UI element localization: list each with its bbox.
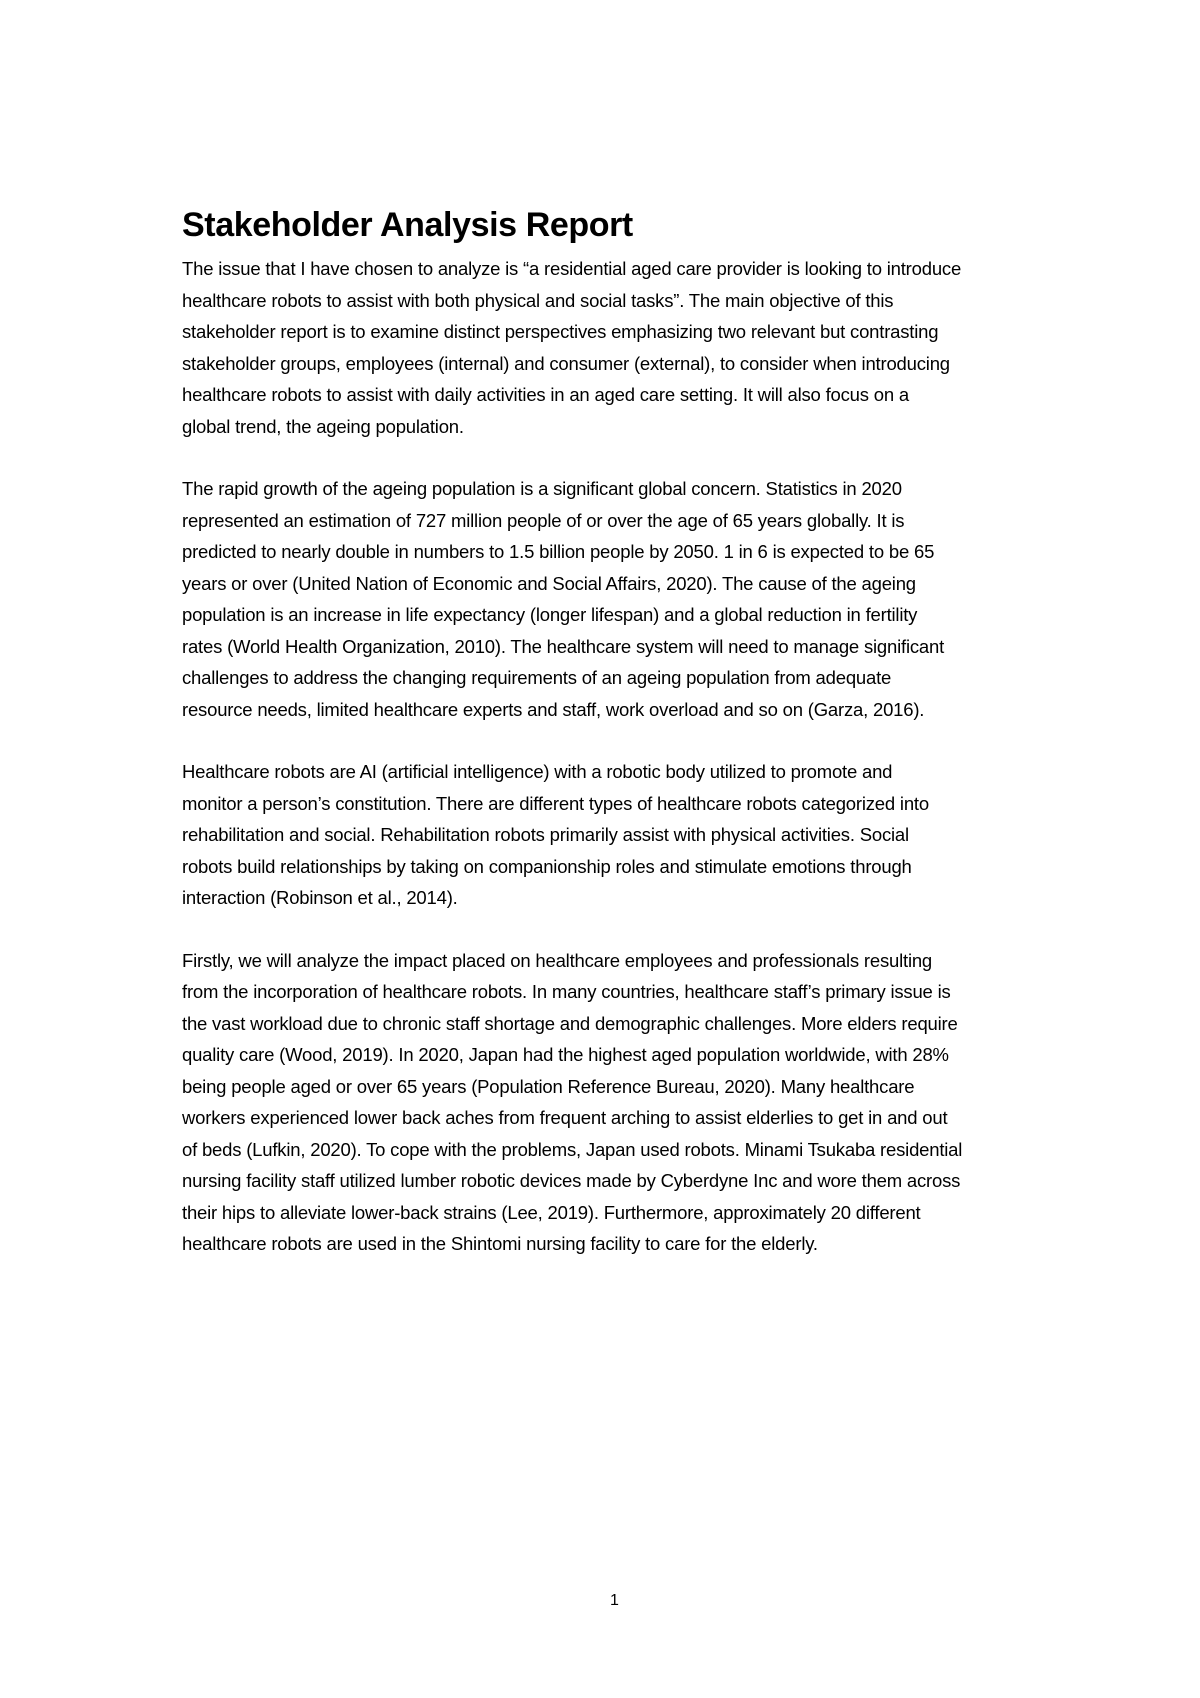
page-number: 1 xyxy=(610,1592,619,1609)
paragraph-healthcare-robots: Healthcare robots are AI (artificial intelligence) with a robotic body utilized to promote and monitor a person’s constitution. There are different types of healthcare robots categorized into rehabilitation and social. Rehabilitation robots primarily assist with physical activities. Social robots build relationships by taking on companionship roles and stimulate emotions through interaction (Robinson et al., 2014). xyxy=(182,761,929,908)
document-body xyxy=(182,204,1032,1291)
document-title: Stakeholder Analysis Report xyxy=(182,206,633,244)
paragraph-ageing-population: The rapid growth of the ageing population is a significant global concern. Statistics in 2020 represented an estimation of 727 million people of or over the age of 65 years globally. It is predicted to nearly double in numbers to 1.5 billion people by 2050. 1 in 6 is expected to be 65 years or over (United Nation of Economic and Social Affairs, 2020). The cause of the ageing population is an increase in life expectancy (longer lifespan) and a global reduction in fertility rates (World Health Organization, 2010). The healthcare system will need to manage significant challenges to address the changing requirements of an ageing population from adequate resource needs, limited healthcare experts and staff, work overload and so on (Garza, 2016). xyxy=(182,478,945,720)
paragraph-introduction: The issue that I have chosen to analyze is “a residential aged care provider is looking to introduce healthcare robots to assist with both physical and social tasks”. The main objective of this stakeholder report is to examine distinct perspectives emphasizing two relevant but contrasting stakeholder groups, employees (internal) and consumer (external), to consider when introducing healthcare robots to assist with daily activities in an aged care setting. It will also focus on a global trend, the ageing population. xyxy=(182,258,962,437)
paragraph-employee-impact: Firstly, we will analyze the impact placed on healthcare employees and professionals resulting from the incorporation of healthcare robots. In many countries, healthcare staff’s primary issue is the vast workload due to chronic staff shortage and demographic challenges. More elders require quality care (Wood, 2019). In 2020, Japan had the highest aged population worldwide, with 28% being people aged or over 65 years (Population Reference Bureau, 2020). Many healthcare workers experienced lower back aches from frequent arching to assist elderlies to get in and out of beds (Lufkin, 2020). To cope with the problems, Japan used robots. Minami Tsukaba residential nursing facility staff utilized lumber robotic devices made by Cyberdyne Inc and wore them across their hips to alleviate lower-back strains (Lee, 2019). Furthermore, approximately 20 different healthcare robots are used in the Shintomi nursing facility to care for the elderly. xyxy=(182,949,963,1254)
